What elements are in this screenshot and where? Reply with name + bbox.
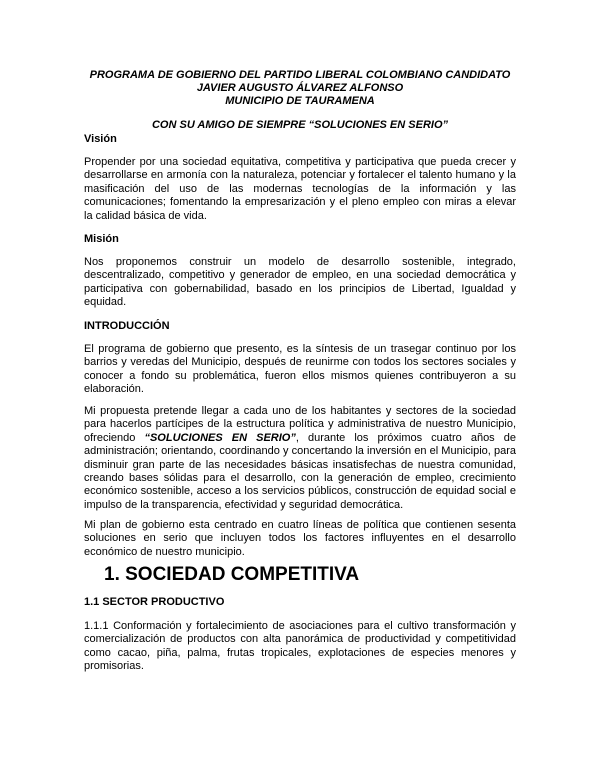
mision-heading: Misión	[84, 233, 119, 245]
vision-heading: Visión	[84, 133, 117, 145]
paragraph-2-text-end: , durante los próximos cuatro años de administración; orientando, coordinando y concertando la inversión en el Municipio, para disminuir gran parte de las necesidades básicas insatisfechas de nuestra comunidad, creando bases sólidas para el desarrollo, con la generación de empleo, crecimiento económico sostenible, acceso a los servicios públicos, construcción de equidad social e impulso de la transparencia, efectividad y seguridad democrática.	[84, 431, 516, 511]
header-line-2: JAVIER AUGUSTO ÁLVAREZ ALFONSO	[196, 82, 404, 94]
paragraph-2-text-start: Mi propuesta pretende llegar a cada uno de los habitantes y sectores de la sociedad para hacerlos partícipes de la estructura política y administrativa de nuestro Municipio, ofreciendo	[84, 405, 516, 444]
section-1-1-heading: 1.1 SECTOR PRODUCTIVO	[84, 596, 225, 608]
paragraph-2-emphasis: “SOLUCIONES EN SERIO”	[144, 431, 296, 444]
introduccion-paragraph-3: Mi plan de gobierno esta centrado en cuatro líneas de política que contienen sesenta soluciones en serio que incluyen todos los factores influyentes en el desarrollo económico de nuestro municipio.	[84, 519, 516, 558]
introduccion-paragraph-2	[84, 405, 516, 512]
header-line-3: MUNICIPIO DE TAURAMENA	[225, 95, 375, 107]
section-1-1-1-item: 1.1.1 Conformación y fortalecimiento de asociaciones para el cultivo transformación y comercialización de productos con alta panorámica de productividad y competitividad como cacao, piña, palma, frutas tropicales, explotaciones de especies menores y promisorias.	[84, 620, 516, 673]
document-header	[84, 69, 516, 108]
header-line-1: PROGRAMA DE GOBIERNO DEL PARTIDO LIBERAL COLOMBIANO CANDIDATO	[89, 69, 511, 81]
mision-text: Nos proponemos construir un modelo de desarrollo sostenible, integrado, descentralizado, competitivo y generador de empleo, en una sociedad democrática y participativa con gobernabilidad, basado en los principios de Libertad, Igualdad y equidad.	[84, 256, 516, 309]
slogan: CON SU AMIGO DE SIEMPRE “SOLUCIONES EN SERIO”	[151, 119, 449, 131]
vision-text: Propender por una sociedad equitativa, competitiva y participativa que pueda crecer y desarrollarse en armonía con la naturaleza, potenciar y fortalecer el talento humano y la masificación del uso de las modernas tecnologías de la información y las comunicaciones; fomentando la empresarización y el pleno empleo con miras a elevar la calidad básica de vida.	[84, 156, 516, 222]
introduccion-heading: INTRODUCCIÓN	[84, 320, 170, 332]
introduccion-paragraph-1: El programa de gobierno que presento, es la síntesis de un trasegar continuo por los barrios y veredas del Municipio, después de reunirme con todos los sectores sociales y conocer a fondo su problemática, fueron ellos mismos quienes contribuyeron a su elaboración.	[84, 343, 516, 396]
section-1-heading: 1. SOCIEDAD COMPETITIVA	[104, 564, 360, 585]
